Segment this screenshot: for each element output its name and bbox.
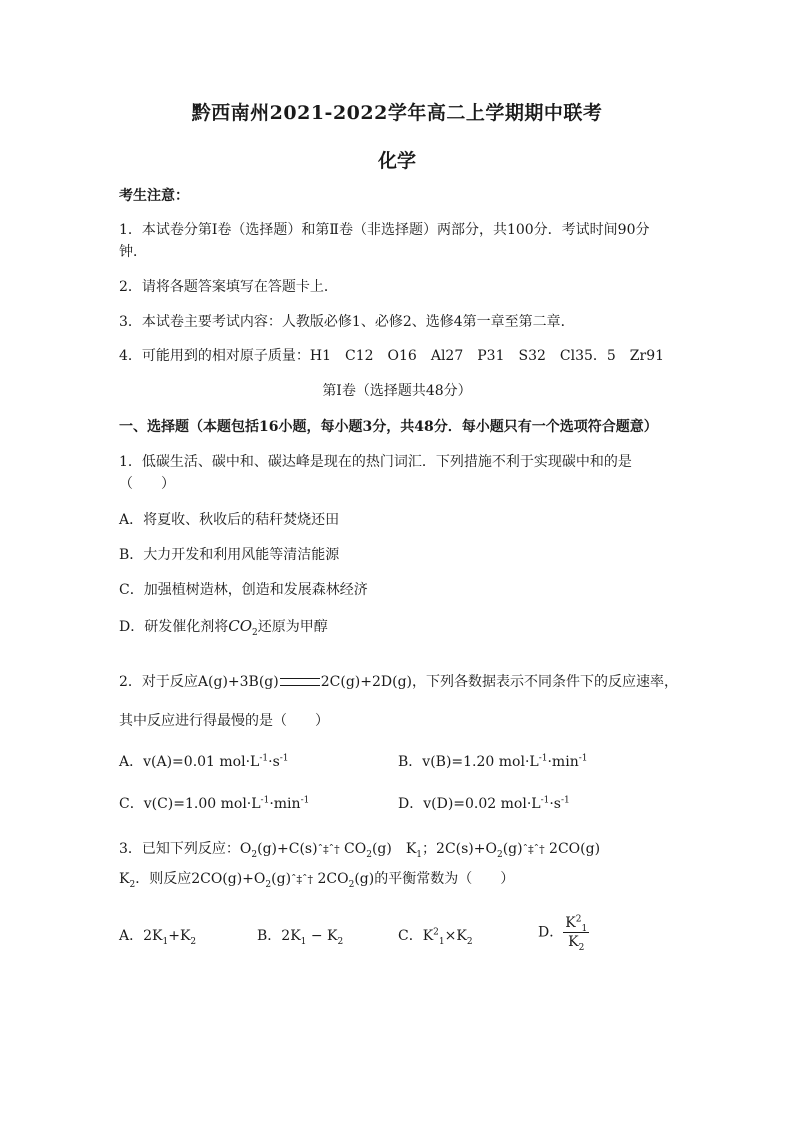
- q3-option-c: [398, 926, 473, 946]
- q3-stem-line2: [119, 869, 514, 890]
- q3-option-b: [257, 926, 343, 946]
- den-sub: 2: [578, 942, 585, 953]
- q3-b-sub1: 1: [300, 936, 307, 947]
- q2-stem-line2: 其中反应进行得最慢的是（ ）: [119, 713, 329, 729]
- notice-item-4: 4．可能用到的相对原子质量：H1 C12 O16 Al27 P31 S32 Cl35．5 Zr91: [119, 348, 665, 364]
- co2-formula: CO: [228, 617, 253, 635]
- q2-products: 2C(g)+2D(g): [320, 674, 412, 690]
- page-title: 黔西南州2021-2022学年高二上学期期中联考: [191, 102, 603, 124]
- q3-l1-a: 3．已知下列反应：O: [119, 841, 252, 857]
- equilibrium-sign-icon: [280, 678, 320, 686]
- q3-c-sub2: 2: [466, 936, 473, 947]
- q1-stem: 1．低碳生活、碳中和、碳达峰是现在的热门词汇．下列措施不利于实现碳中和的是: [119, 454, 632, 470]
- q3-l1-c: CO: [339, 841, 367, 857]
- q3-l2-d: 2CO: [313, 871, 349, 887]
- q1-d-prefix: D．研发催化剂将: [119, 619, 229, 635]
- q2-c-exp2: -1: [300, 795, 310, 806]
- notice-heading: 考生注意：: [119, 188, 189, 204]
- q3-l2-c: (g): [271, 871, 292, 887]
- q1-option-c: C．加强植树造林，创造和发展森林经济: [119, 582, 368, 598]
- q2-c-exp1: -1: [260, 795, 270, 806]
- notice-item-3: 3．本试卷主要考试内容：人教版必修1、必修2、选修4第一章至第二章．: [119, 314, 575, 330]
- q3-arrow-glyph-1: ˆ‡ˆ†: [317, 843, 340, 856]
- den-k: K: [568, 934, 579, 950]
- q2-d-exp1: -1: [540, 795, 550, 806]
- q3-k2-sub: 2: [129, 879, 136, 890]
- section-heading: 一、选择题（本题包括16小题，每小题3分，共48分．每小题只有一个选项符合题意）: [119, 419, 658, 435]
- q3-o2-sub-c: 2: [265, 879, 272, 890]
- section-title: 第Ⅰ卷（选择题共48分）: [322, 383, 472, 399]
- notice-item-2: 2．请将各题答案填写在答题卡上．: [119, 279, 338, 295]
- q2-option-b: [398, 752, 588, 772]
- q3-l1-d: (g) K: [371, 841, 417, 857]
- q3-co2-sub: 2: [366, 849, 372, 860]
- q3-l1-b: (g)+C(s): [257, 841, 318, 857]
- q3-a-1: A．2K: [119, 928, 163, 944]
- fraction-numerator: [563, 914, 589, 933]
- q3-a-sub1: 1: [162, 936, 169, 947]
- q2-b-exp2: -1: [578, 753, 588, 764]
- q3-o2-sub-b: 2: [496, 849, 503, 860]
- q3-k1-sub: 1: [416, 849, 423, 860]
- q2-a-text: A．v(A)=0.01 mol·L: [119, 754, 260, 770]
- q2-reactants: A(g)+3B(g): [197, 674, 279, 690]
- q3-d-fraction: [563, 914, 589, 951]
- subject-title: 化学: [377, 150, 416, 172]
- notice-item-1-cont: 钟．: [119, 244, 147, 260]
- q3-l1-g: 2CO(g): [544, 841, 601, 857]
- q2-option-d: [398, 794, 570, 814]
- q2-stem: [119, 672, 678, 692]
- q1-option-a: A．将夏收、秋收后的秸秆焚烧还田: [119, 512, 340, 528]
- q2-option-a: [119, 752, 289, 772]
- q3-co2-sub-b: 2: [348, 879, 355, 890]
- q3-stem-line1: [119, 839, 600, 860]
- notice-item-1: 1．本试卷分第Ⅰ卷（选择题）和第Ⅱ卷（非选择题）两部分，共100分．考试时间90分: [119, 222, 650, 238]
- q3-c-sup: 2: [433, 927, 439, 938]
- q3-a-sub2: 2: [190, 936, 197, 947]
- q2-c-tail: ·min: [269, 796, 301, 812]
- num-k: K: [565, 915, 576, 931]
- q2-prefix: 2．对于反应: [119, 674, 198, 690]
- q2-b-text: B．v(B)=1.20 mol·L: [398, 754, 539, 770]
- q1-paren: （ ）: [119, 476, 175, 492]
- q3-l2-a: K: [119, 871, 130, 887]
- q3-option-d: [538, 914, 589, 951]
- co2-subscript: 2: [252, 627, 258, 638]
- q3-d-label: D．: [538, 924, 564, 941]
- q2-a-exp2: -1: [279, 753, 289, 764]
- q2-option-c: [119, 794, 309, 814]
- q3-b-1: B．2K: [257, 928, 301, 944]
- q3-option-a: [119, 926, 196, 946]
- num-sup: 2: [575, 914, 582, 925]
- q2-b-tail: ·min: [547, 754, 579, 770]
- q3-a-2: +K: [168, 928, 191, 944]
- q2-b-exp1: -1: [538, 753, 548, 764]
- q3-b-2: − K: [306, 928, 338, 944]
- q3-arrow-glyph-3: ˆ‡ˆ†: [291, 873, 314, 886]
- q2-c-text: C．v(C)=1.00 mol·L: [119, 796, 261, 812]
- q2-d-exp2: -1: [561, 795, 570, 806]
- q3-arrow-glyph-2: ˆ‡ˆ†: [522, 843, 545, 856]
- q3-c-1: C．K: [398, 928, 434, 944]
- q1-option-d: [119, 616, 328, 637]
- q3-l2-b: ．则反应2CO(g)+O: [135, 871, 266, 887]
- q3-c-2: ×K: [444, 928, 467, 944]
- q3-c-sub1: 1: [438, 936, 445, 947]
- q3-o2-sub: 2: [251, 849, 258, 860]
- q1-d-suffix: 还原为甲醇: [257, 619, 328, 635]
- q2-d-tail: ·s: [549, 796, 561, 812]
- num-sub: 1: [581, 923, 588, 934]
- q2-a-exp1: -1: [259, 753, 269, 764]
- q3-b-sub2: 2: [337, 936, 344, 947]
- fraction-denominator: [563, 933, 589, 951]
- q2-suffix: ，下列各数据表示不同条件下的反应速率，: [412, 674, 678, 690]
- q3-l1-f: (g): [502, 841, 523, 857]
- q3-l2-e: (g)的平衡常数为（ ）: [354, 871, 515, 887]
- q3-l1-e: ；2C(s)+O: [422, 841, 497, 857]
- q2-d-text: D．v(D)=0.02 mol·L: [398, 796, 541, 812]
- q2-a-tail: ·s: [268, 754, 280, 770]
- q1-option-b: B．大力开发和利用风能等清洁能源: [119, 547, 340, 563]
